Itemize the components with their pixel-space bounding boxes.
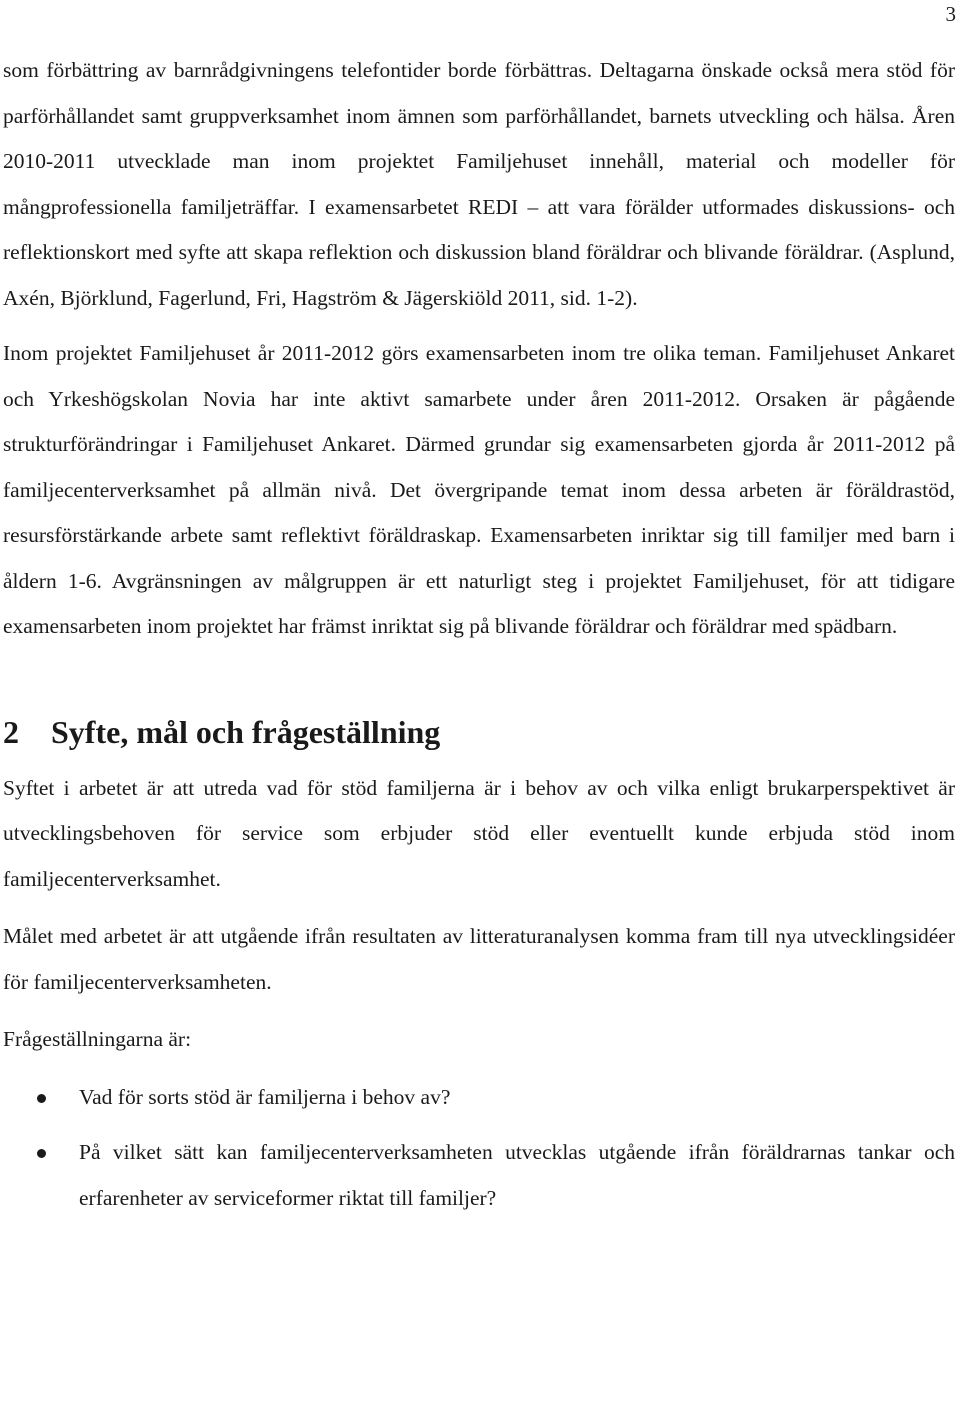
- paragraph-familjehuset: Inom projektet Familjehuset år 2011-2012 görs examensarbeten inom tre olika teman. Familjehuset Ankaret och Yrkeshögskolan Novia har inte aktivt samarbete under åren 2011-2012. Orsaken är pågående strukturförändringar i Familjehuset Ankaret. Därmed grundar sig examensarbeten gjorda år 2011-2012 på familjecenterverksamhet på allmän nivå. Det övergripande temat inom dessa arbeten är föräldrastöd, resursförstärkande arbete samt reflektivt föräldraskap. Examensarbeten inriktar sig till familjer med barn i åldern 1-6. Avgränsningen av målgruppen är ett naturligt steg i projektet Familjehuset, för att tidigare examensarbeten inom projektet har främst inriktat sig på blivande föräldrar och föräldrar med spädbarn.: [3, 341, 955, 638]
- page-number: 3: [945, 2, 956, 26]
- questions-intro: Frågeställningarna är:: [3, 1027, 192, 1051]
- section-heading: [3, 712, 955, 752]
- bullet-icon: [3, 1130, 79, 1221]
- section-number: 2: [3, 713, 19, 750]
- paragraph-intro: som förbättring av barnrådgivningens telefontider borde förbättras. Deltagarna önskade också mera stöd för parförhållandet samt gruppverksamhet inom ämnen som parförhållandet, barnets utveckling och hälsa. Åren 2010-2011 utvecklade man inom projektet Familjehuset innehåll, material och modeller för mångprofessionella familjeträffar. I examensarbetet REDI – att vara förälder utformades diskussions- och reflektionskort med syfte att skapa reflektion och diskussion bland föräldrar och blivande föräldrar. (Asplund, Axén, Björklund, Fagerlund, Fri, Hagström & Jägerskiöld 2011, sid. 1-2).: [3, 58, 955, 310]
- section-title: Syfte, mål och frågeställning: [51, 713, 441, 750]
- paragraph-syfte: Syftet i arbetet är att utreda vad för stöd familjerna är i behov av och vilka enligt brukarperspektivet är utvecklingsbehoven för service som erbjuder stöd eller eventuellt kunde erbjuda stöd inom familjecenterverksamhet.: [3, 775, 955, 891]
- question-text: Vad för sorts stöd är familjerna i behov av?: [79, 1084, 451, 1109]
- document-body: [3, 48, 955, 1231]
- list-item: [3, 1130, 955, 1221]
- bullet-icon: [3, 1075, 79, 1121]
- paragraph-malet: Målet med arbetet är att utgående ifrån resultaten av litteraturanalysen komma fram till nya utvecklingsidéer för familjecenterverksamheten.: [3, 924, 955, 994]
- question-text: På vilket sätt kan familjecenterverksamheten utvecklas utgående ifrån föräldrarnas tankar och erfarenheter av serviceformer riktat till familjer?: [79, 1140, 955, 1210]
- list-item: [3, 1075, 955, 1121]
- questions-list: [3, 1075, 955, 1222]
